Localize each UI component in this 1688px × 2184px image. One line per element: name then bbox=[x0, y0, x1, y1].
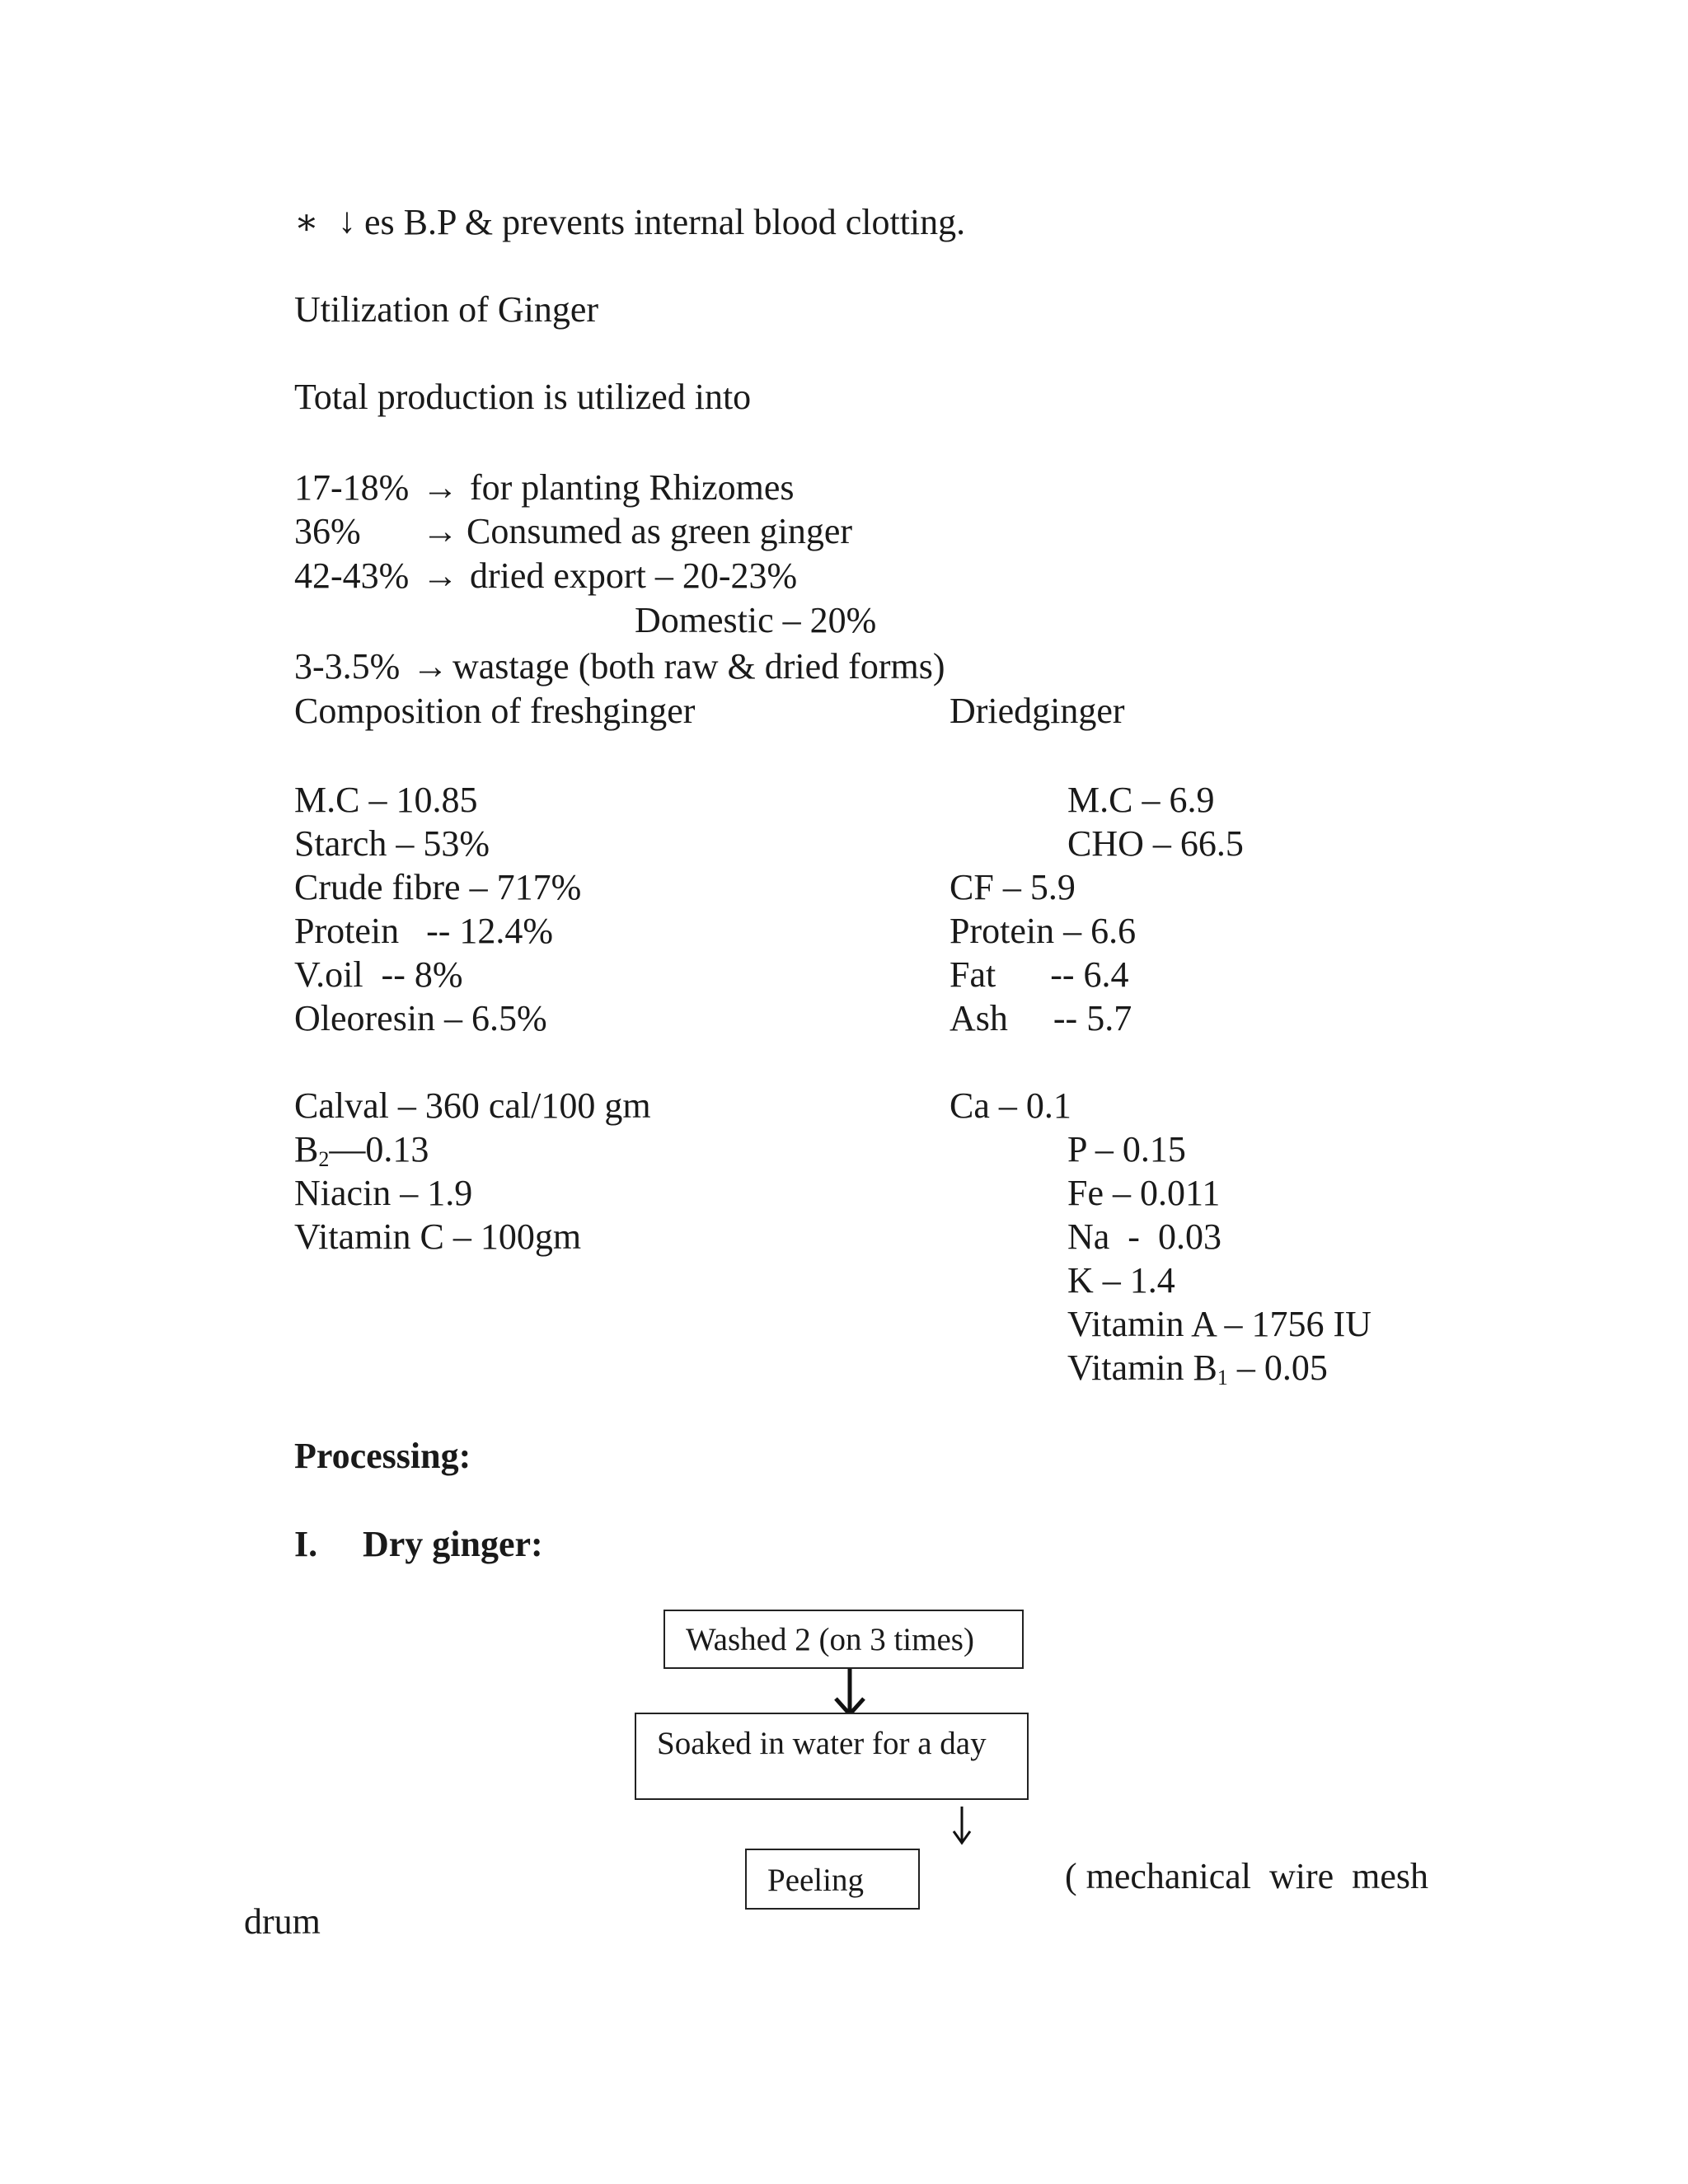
usage-pct: 3-3.5% bbox=[294, 646, 401, 687]
usage-pct: 36% bbox=[294, 511, 361, 551]
processing-title: Processing: bbox=[294, 1436, 471, 1476]
usage-text: dried export – 20-23% bbox=[470, 555, 798, 596]
dried-nutrient: Ca – 0.1 bbox=[950, 1085, 1071, 1126]
section-number: I. bbox=[294, 1524, 318, 1564]
usage-text: wastage (both raw & dried forms) bbox=[452, 646, 945, 687]
flow-step-soaked bbox=[635, 1713, 1029, 1800]
flow-step-label: Peeling bbox=[767, 1863, 864, 1898]
right-arrow-icon: → bbox=[422, 555, 458, 596]
section-title: Dry ginger: bbox=[363, 1524, 543, 1564]
usage-pct: 17-18% bbox=[294, 467, 410, 508]
dried-nutrient: Vitamin $B_1 - 0.05$ bbox=[1067, 1347, 1328, 1390]
flow-step-label: Soaked in water for a day bbox=[657, 1726, 987, 1761]
usage-text: Domestic – 20% bbox=[635, 600, 877, 640]
fresh-nutrient: Niacin – 1.9 bbox=[294, 1173, 473, 1213]
usage-text: for planting Rhizomes bbox=[470, 467, 795, 508]
dried-nutrient: Fe – 0.011 bbox=[1067, 1173, 1221, 1213]
flow-step-label: Washed 2 (on 3 times) bbox=[686, 1622, 974, 1657]
dried-item: Fat -- 6.4 bbox=[950, 954, 1129, 995]
fresh-nutrient: $B_2—0.13$ bbox=[294, 1129, 429, 1171]
fresh-item: V.oil -- 8% bbox=[294, 954, 463, 995]
fresh-item: Oleoresin – 6.5% bbox=[294, 998, 547, 1038]
dried-nutrient: Vitamin A – 1756 IU bbox=[1067, 1304, 1372, 1344]
bp-line-text: es B.P & prevents internal blood clotting. bbox=[364, 202, 966, 242]
down-arrow-icon bbox=[950, 1805, 974, 1846]
down-arrow-icon bbox=[829, 1669, 870, 1718]
dried-composition-title: Driedginger bbox=[950, 691, 1125, 731]
right-arrow-icon: → bbox=[412, 646, 448, 687]
flow-step-peeling bbox=[745, 1849, 920, 1910]
down-arrow-icon: ↓ bbox=[338, 200, 356, 241]
dried-nutrient: Na - 0.03 bbox=[1067, 1216, 1221, 1257]
dried-nutrient: K – 1.4 bbox=[1067, 1260, 1175, 1301]
flow-note: ( mechanical wire mesh bbox=[1065, 1856, 1429, 1896]
fresh-nutrient: Vitamin C – 100gm bbox=[294, 1216, 582, 1257]
dried-item: CF – 5.9 bbox=[950, 867, 1076, 907]
usage-pct: 42-43% bbox=[294, 555, 410, 596]
total-production-text: Total production is utilized into bbox=[294, 377, 752, 417]
dried-item: Protein – 6.6 bbox=[950, 911, 1137, 951]
usage-text: Consumed as green ginger bbox=[467, 511, 852, 551]
dried-nutrient: P – 0.15 bbox=[1067, 1129, 1186, 1169]
fresh-item: M.C – 10.85 bbox=[294, 780, 478, 820]
fresh-item: Crude fibre – 717% bbox=[294, 867, 582, 907]
dried-item: CHO – 66.5 bbox=[1067, 823, 1244, 864]
fresh-item: Starch – 53% bbox=[294, 823, 490, 864]
flow-note-continued: drum bbox=[244, 1901, 321, 1942]
fresh-item: Protein -- 12.4% bbox=[294, 911, 554, 951]
bullet-symbol: ∗ bbox=[294, 202, 319, 242]
flow-step-washed bbox=[663, 1610, 1024, 1669]
right-arrow-icon: → bbox=[422, 511, 458, 551]
fresh-composition-title: Composition of freshginger bbox=[294, 691, 696, 731]
utilization-title: Utilization of Ginger bbox=[294, 289, 599, 330]
dried-item: M.C – 6.9 bbox=[1067, 780, 1215, 820]
fresh-nutrient: Calval – 360 cal/100 gm bbox=[294, 1085, 651, 1126]
right-arrow-icon: → bbox=[422, 467, 458, 508]
dried-item: Ash -- 5.7 bbox=[950, 998, 1132, 1038]
